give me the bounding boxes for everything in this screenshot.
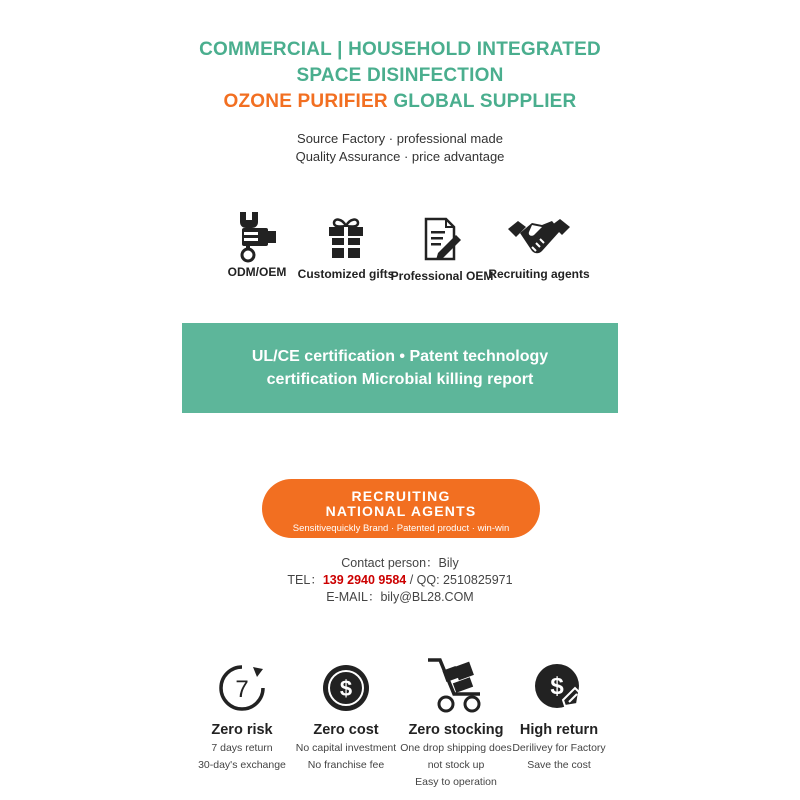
benefit-desc-2: No franchise fee: [307, 759, 385, 771]
subtitle-line-1: Source Factory · professional made: [297, 131, 503, 146]
recruiting-agents-button[interactable]: [262, 479, 540, 538]
benefit-desc-2: Save the cost: [527, 759, 591, 771]
contact-person: Contact person：Bily: [341, 556, 459, 570]
svg-text:$: $: [339, 676, 353, 701]
banner-line-2: certification Microbial killing report: [266, 371, 534, 388]
benefit-desc-2: not stock up: [427, 759, 485, 771]
headline-line-2: SPACE DISINFECTION: [296, 65, 504, 86]
feature-label: Professional OEM: [390, 269, 494, 283]
benefit-desc-2: 30-day's exchange: [198, 759, 286, 771]
tel-label: TEL：: [287, 573, 323, 587]
benefit-desc-1: Derilivey for Factory: [512, 742, 606, 754]
feature-customized-gifts: [291, 210, 401, 281]
certification-banner: [182, 323, 618, 413]
headline-line-1: COMMERCIAL | HOUSEHOLD INTEGRATED: [199, 39, 601, 60]
dollar-return-icon: [494, 660, 624, 716]
document-pen-icon: [387, 212, 497, 268]
feature-recruiting-agents: [484, 208, 594, 281]
contact-tel-line: [0, 570, 800, 588]
qq-number: / QQ: 2510825971: [406, 573, 513, 587]
headline-global-supplier: GLOBAL SUPPLIER: [393, 91, 577, 112]
banner-line-1: UL/CE certification • Patent technology: [251, 348, 549, 365]
benefit-title: Zero cost: [313, 722, 379, 738]
benefit-desc-1: No capital investment: [295, 742, 397, 754]
headline-ozone-purifier: OZONE PURIFIER: [223, 91, 388, 112]
recruit-line-2: NATIONAL AGENTS: [325, 503, 477, 519]
feature-label: Customized gifts: [297, 267, 395, 281]
recruit-subline: Sensitivequickly Brand · Patented product · win-win: [292, 523, 510, 534]
benefit-high-return: [494, 660, 624, 772]
benefit-title: Zero risk: [211, 722, 273, 738]
benefit-title: Zero stocking: [408, 722, 504, 738]
benefit-desc-3: Easy to operation: [415, 776, 497, 788]
benefit-desc-1: 7 days return: [211, 742, 273, 754]
gift-icon: [291, 210, 401, 266]
feature-label: Recruiting agents: [488, 267, 590, 281]
handshake-icon: [484, 208, 594, 264]
feature-professional-oem: [387, 212, 497, 283]
svg-text:$: $: [550, 673, 564, 700]
subtitle-line-2: Quality Assurance · price advantage: [295, 149, 505, 164]
headline-line-3: [0, 91, 800, 113]
recruit-line-1: RECRUITING: [351, 488, 451, 504]
benefit-title: High return: [519, 722, 599, 738]
feature-label: ODM/OEM: [227, 265, 287, 279]
contact-email[interactable]: E-MAIL：bily@BL28.COM: [326, 590, 474, 604]
svg-text:7: 7: [235, 676, 249, 703]
tel-number[interactable]: 139 2940 9584: [322, 573, 407, 587]
benefit-desc-1: One drop shipping does: [400, 742, 512, 754]
